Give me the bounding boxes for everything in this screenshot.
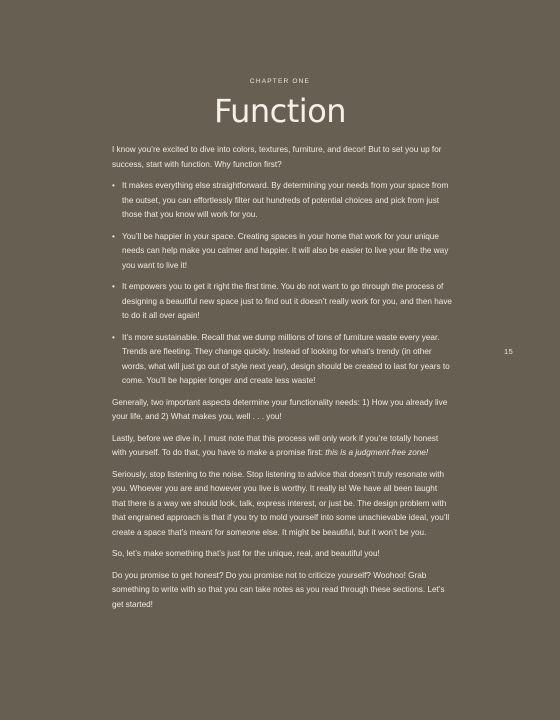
intro-paragraph: I know you’re excited to dive into colors, textures, furniture, and decor! But to set you up for success, start with function. Why function first? (112, 145, 442, 169)
list-item: • It empowers you to get it right the first time. You do not want to go through the process of designing a beautiful new space just to find out it doesn’t really work for you, and then have to do it all over again! (112, 280, 452, 324)
aspects-paragraph: Generally, two important aspects determine your functionality needs: 1) How you already live your life, and 2) What makes you, well . . . you! (112, 397, 448, 421)
promise-paragraph (112, 432, 452, 461)
list-item: • It makes everything else straightforward. By determining your needs from your space from the outset, you can effortlessly filter out hundreds of potential choices and pick from just those that you know will work for you. (112, 179, 452, 223)
judgment-free-emphasis: this is a judgment-free zone! (325, 448, 429, 457)
make-something-paragraph: So, let’s make something that’s just for the unique, real, and beautiful you! (112, 549, 380, 558)
reasons-list (112, 179, 452, 389)
chapter-title: Function (213, 92, 347, 130)
honest-paragraph: Do you promise to get honest? Do you promise not to criticize yourself? Woohoo! Grab something to write with so that you can take notes as you read through these sections. Let’s get started! (112, 570, 445, 609)
body-text (112, 143, 452, 619)
noise-paragraph: Seriously, stop listening to the noise. Stop listening to advice that doesn’t truly resonate with you. Whoever you are and however you live is worthy. It really is! We have all been taught that there is a way we should look, talk, express interest, or just be. The design problem with that engrained approach is that if you try to mold yourself into some unachievable ideal, you’ll create a space that’s meant for someone else. It might be beautiful, but it won’t be you. (112, 469, 450, 537)
list-item: • It’s more sustainable. Recall that we dump millions of tons of furniture waste every year. Trends are fleeting. They change quickly. Instead of looking for what’s trendy (in other words, what will just go out of style next year), design should be created to last for years to come. You’ll be happier longer and create less waste! (112, 331, 452, 389)
promise-lead: Lastly, before we dive in, I must note that this process will only work if you’re totally honest with yourself. To do that, you have to make a promise first: (112, 433, 439, 457)
chapter-label: CHAPTER ONE (249, 78, 311, 85)
list-item: • You’ll be happier in your space. Creating spaces in your home that work for your unique needs can help make you calmer and happier. It will also be easier to live your life the way you want to live it! (112, 230, 452, 274)
page-number: 15 (504, 347, 514, 356)
